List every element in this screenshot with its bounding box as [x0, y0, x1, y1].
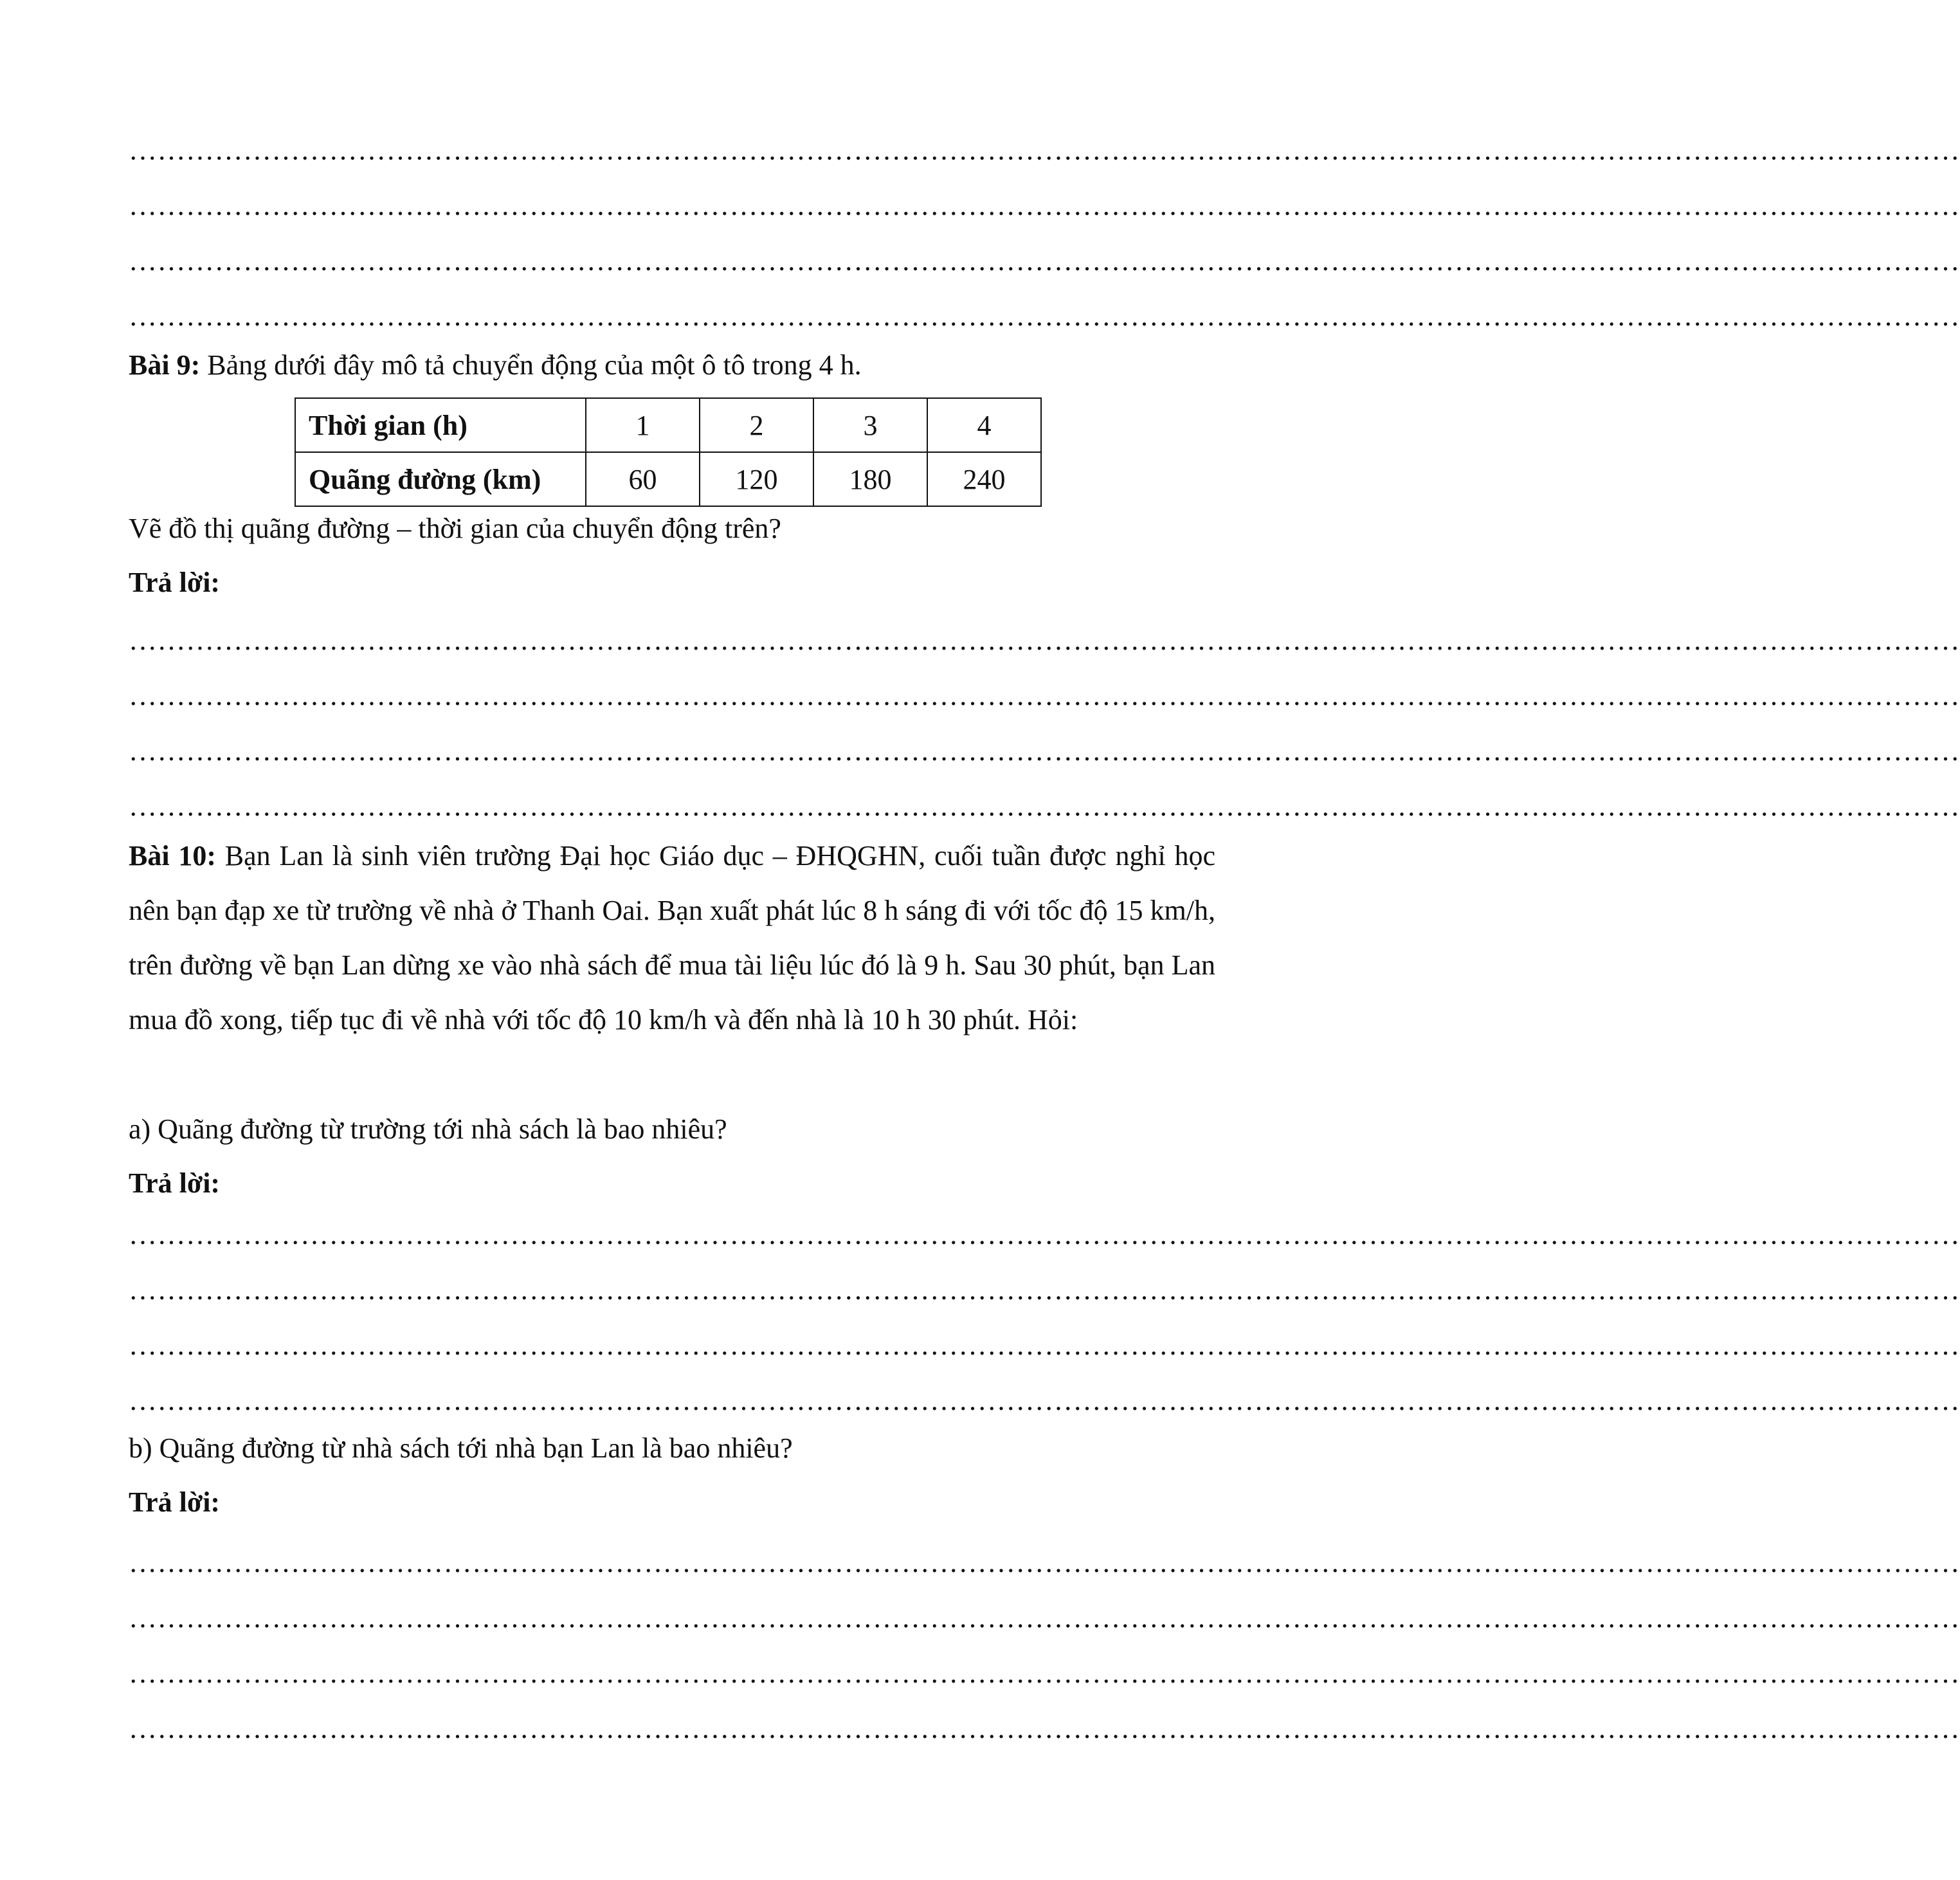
table-cell: 180 [813, 452, 927, 506]
table-row [295, 452, 1041, 506]
answer-line: ………………………………………………………………………………………………………………………………………………………………………… [129, 1602, 1960, 1634]
exercise-9-question: Vẽ đồ thị quãng đường – thời gian của chuyển động trên? [129, 513, 781, 544]
table-cell: 120 [700, 452, 813, 506]
exercise-10-text: Bạn Lan là sinh viên trường Đại học Giáo dục – ĐHQGHN, cuối tuần được nghỉ học nên bạn đạp xe từ trường về nhà ở Thanh Oai. Bạn xuất phát lúc 8 h sáng đi với tốc độ 15 km/h, trên đường về bạn Lan dừng xe vào nhà sách để mua tài liệu lúc đó là 9 h. Sau 30 phút, bạn Lan mua đồ xong, tiếp tục đi về nhà với tốc độ 10 km/h và đến nhà là 10 h 30 phút. Hỏi: [129, 840, 1215, 1036]
table-row [295, 398, 1041, 452]
answer-label: Trả lời: [129, 1486, 221, 1518]
answer-line: ………………………………………………………………………………………………………………………………………………………………………… [129, 245, 1960, 277]
answer-line: ………………………………………………………………………………………………………………………………………………………………………… [129, 790, 1960, 822]
table-cell: 1 [586, 398, 700, 452]
answer-line: ………………………………………………………………………………………………………………………………………………………………………… [129, 1219, 1960, 1250]
exercise-9-text: Bảng dưới đây mô tả chuyển động của một ô tô trong 4 h. [200, 349, 862, 381]
answer-line: ………………………………………………………………………………………………………………………………………………………………………… [129, 1657, 1960, 1689]
answer-line: ………………………………………………………………………………………………………………………………………………………………………… [129, 1329, 1960, 1361]
exercise-9-label: Bài 9: [129, 349, 201, 381]
row-header-distance: Quãng đường (km) [295, 452, 586, 506]
answer-line: ………………………………………………………………………………………………………………………………………………………………………… [129, 190, 1960, 221]
answer-line: ………………………………………………………………………………………………………………………………………………………………………… [129, 625, 1960, 656]
answer-line: ………………………………………………………………………………………………………………………………………………………………………… [129, 1713, 1960, 1744]
answer-line: ………………………………………………………………………………………………………………………………………………………………………… [129, 1274, 1960, 1306]
table-cell: 240 [927, 452, 1041, 506]
answer-label: Trả lời: [129, 567, 221, 598]
table-cell: 60 [586, 452, 700, 506]
answer-line: ………………………………………………………………………………………………………………………………………………………………………… [129, 1385, 1960, 1416]
answer-line: ………………………………………………………………………………………………………………………………………………………………………… [129, 735, 1960, 767]
answer-line: ………………………………………………………………………………………………………………………………………………………………………… [129, 680, 1960, 711]
answer-line: ………………………………………………………………………………………………………………………………………………………………………… [129, 1547, 1960, 1578]
answer-line: ………………………………………………………………………………………………………………………………………………………………………… [129, 300, 1960, 332]
exercise-10-label: Bài 10: [129, 840, 216, 872]
row-header-time: Thời gian (h) [295, 398, 586, 452]
question-a: a) Quãng đường từ trường tới nhà sách là bao nhiêu? [129, 1113, 727, 1145]
exercise-10-statement [129, 828, 1215, 1047]
table-cell: 2 [700, 398, 813, 452]
table-cell: 4 [927, 398, 1041, 452]
answer-label: Trả lời: [129, 1167, 221, 1199]
exercise-9-statement [129, 346, 1215, 385]
answer-line: ………………………………………………………………………………………………………………………………………………………………………… [129, 134, 1960, 166]
table-cell: 3 [813, 398, 927, 452]
motion-table [295, 397, 1042, 507]
question-b: b) Quãng đường từ nhà sách tới nhà bạn Lan là bao nhiêu? [129, 1432, 793, 1464]
